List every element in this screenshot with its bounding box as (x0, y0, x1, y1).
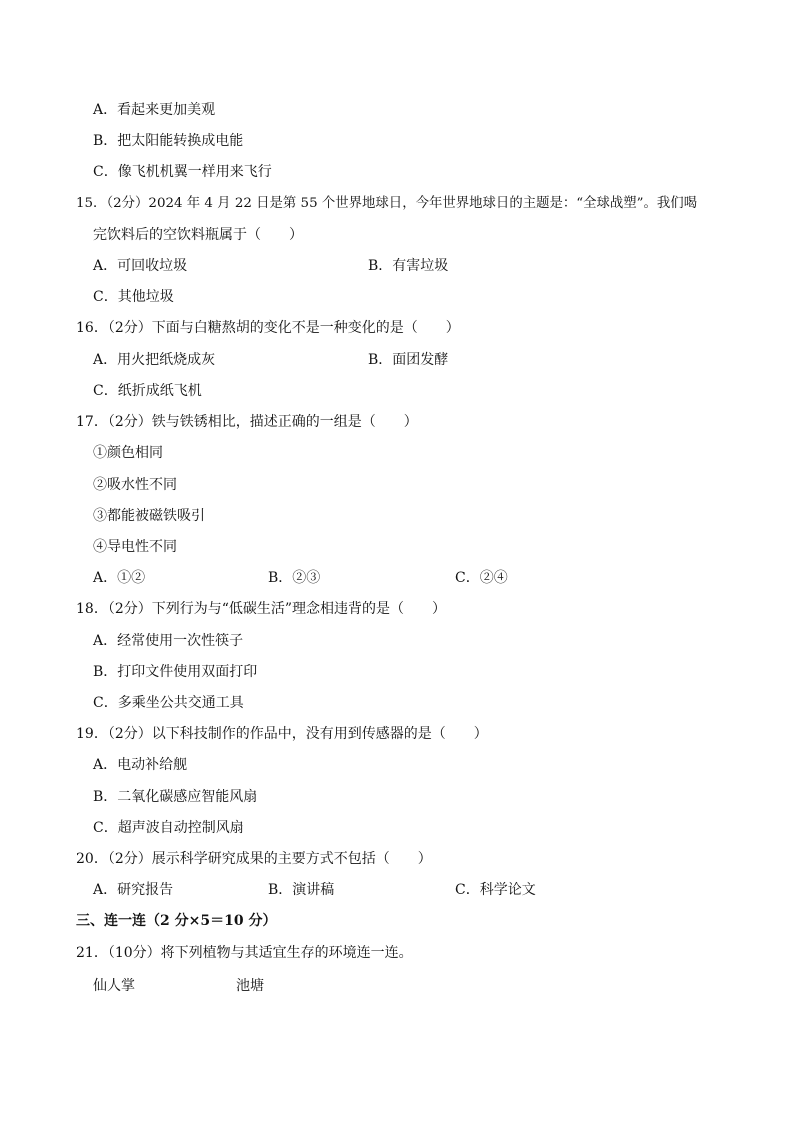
q16-option-b: B．面团发酵 (368, 352, 449, 368)
q21-left-item-cactus: 仙人掌 (93, 978, 135, 994)
q14-option-a: A．看起来更加美观 (93, 102, 216, 118)
q18-option-c: C．多乘坐公共交通工具 (93, 695, 244, 711)
q15-option-c: C．其他垃圾 (93, 289, 174, 305)
q16-option-c: C．纸折成纸飞机 (93, 383, 202, 399)
q15-stem-line1: 15．（2分）2024 年 4 月 22 日是第 55 个世界地球日，今年世界地球日的主题是：“全球战塑”。我们喝 (76, 196, 698, 211)
q21-stem: 21．（10分）将下列植物与其适宜生存的环境连一连。 (76, 945, 413, 961)
q18-stem: 18．（2分）下列行为与“低碳生活”理念相违背的是（ ） (76, 601, 447, 617)
q18-option-b: B．打印文件使用双面打印 (93, 664, 258, 680)
q16-stem: 16．（2分）下面与白糖熬胡的变化不是一种变化的是（ ） (76, 320, 460, 336)
q19-stem: 19．（2分）以下科技制作的作品中，没有用到传感器的是（ ） (76, 726, 488, 742)
q17-option-b: B．②③ (268, 570, 321, 586)
q17-item-1: ①颜色相同 (93, 445, 163, 461)
q21-right-item-pond: 池塘 (236, 978, 264, 994)
q19-option-a: A．电动补给舰 (93, 757, 188, 773)
q18-option-a: A．经常使用一次性筷子 (93, 633, 244, 649)
q17-item-2: ②吸水性不同 (93, 477, 177, 493)
q20-option-a: A．研究报告 (93, 882, 174, 898)
q20-stem: 20．（2分）展示科学研究成果的主要方式不包括（ ） (76, 851, 432, 867)
q15-stem-line2: 完饮料后的空饮料瓶属于（ ） (93, 227, 303, 243)
q19-option-c: C．超声波自动控制风扇 (93, 820, 244, 836)
q14-option-b: B．把太阳能转换成电能 (93, 133, 244, 149)
q17-item-4: ④导电性不同 (93, 539, 177, 555)
q17-option-c: C．②④ (455, 570, 508, 586)
q15-option-b: B．有害垃圾 (368, 258, 449, 274)
q20-option-b: B．演讲稿 (268, 882, 335, 898)
section-3-title: 三、连一连（2 分×5＝10 分） (76, 913, 277, 929)
q16-option-a: A．用火把纸烧成灰 (93, 352, 216, 368)
q14-option-c: C．像飞机机翼一样用来飞行 (93, 164, 272, 180)
q17-stem: 17．（2分）铁与铁锈相比，描述正确的一组是（ ） (76, 414, 418, 430)
q15-option-a: A．可回收垃圾 (93, 258, 188, 274)
q17-option-a: A．①② (93, 570, 146, 586)
q17-item-3: ③都能被磁铁吸引 (93, 508, 205, 524)
q20-option-c: C．科学论文 (455, 882, 536, 898)
q19-option-b: B．二氧化碳感应智能风扇 (93, 789, 258, 805)
